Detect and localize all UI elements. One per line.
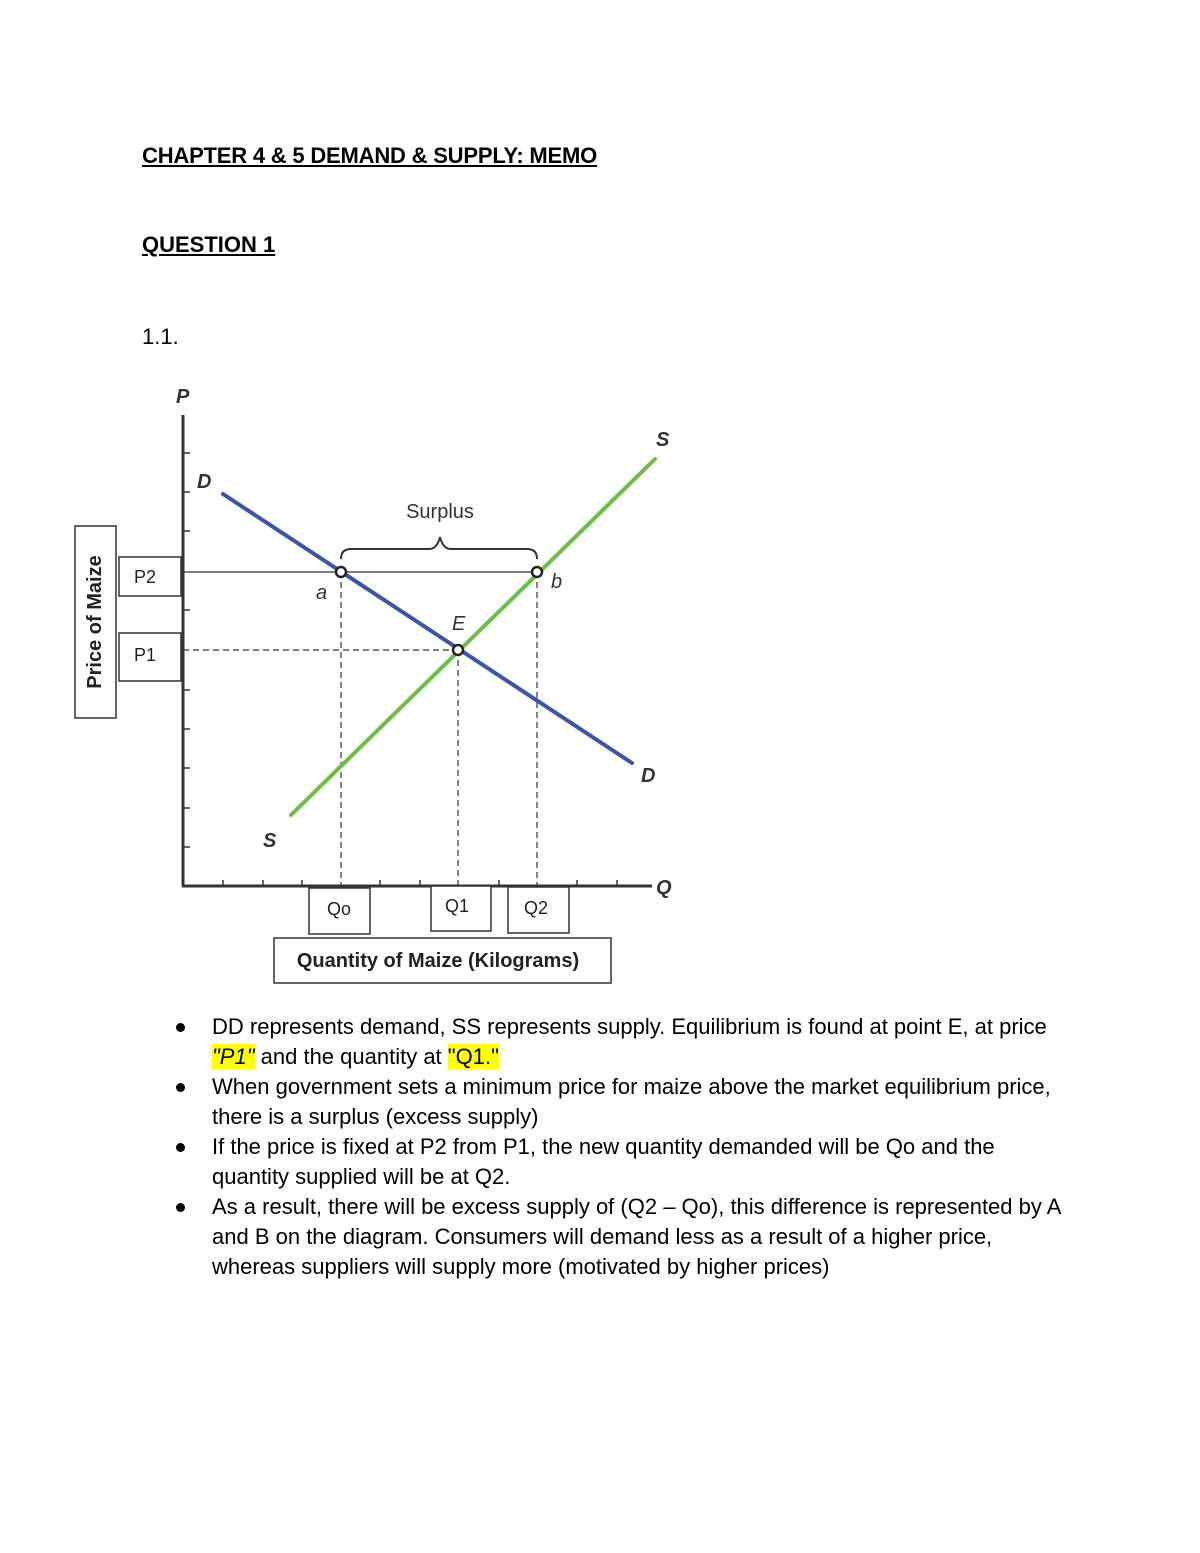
bullet-4-text: As a result, there will be excess supply of (Q2 – Qo), this difference is represented by A and B on the diagram. Consumers will demand less as a result of a higher price, whereas suppliers will supply more (motivated by higher prices) <box>212 1194 1061 1279</box>
point-b-marker <box>532 567 542 577</box>
bullet-2-text: When government sets a minimum price for maize above the market equilibrium price, there is a surplus (excess supply) <box>212 1074 1051 1129</box>
section-number: 1.1. <box>142 324 179 349</box>
point-a-marker <box>336 567 346 577</box>
bullet-item <box>170 1012 1070 1072</box>
bullet-item <box>170 1132 1070 1192</box>
supply-label-bottom: S <box>263 830 277 852</box>
bullet-1-text-cont: and the quantity at <box>254 1044 448 1069</box>
document-title: CHAPTER 4 & 5 DEMAND & SUPPLY: MEMO <box>142 143 598 168</box>
price-axis-letter: P <box>176 386 190 408</box>
supply-label-top: S <box>656 429 670 451</box>
question-heading: QUESTION 1 <box>142 232 276 257</box>
quantity-axis-letter: Q <box>656 877 672 899</box>
price-p1-label: P1 <box>134 645 157 665</box>
highlight-p1: "P1" <box>212 1044 255 1069</box>
highlight-q1: "Q1." <box>447 1044 499 1069</box>
qty-q0-label: Qo <box>326 899 352 919</box>
surplus-label: Surplus <box>406 501 474 523</box>
quantity-axis-title: Quantity of Maize (Kilograms) <box>296 950 580 972</box>
bullet-item <box>170 1072 1070 1132</box>
qty-q2-label: Q2 <box>523 898 549 918</box>
price-p2-label: P2 <box>134 567 157 587</box>
demand-label-top: D <box>197 471 212 493</box>
point-a-label: a <box>316 582 328 604</box>
memo-bullet-list <box>170 1012 1070 1282</box>
point-b-label: b <box>551 571 563 593</box>
equilibrium-point-marker <box>453 645 463 655</box>
qty-q1-label: Q1 <box>444 896 470 916</box>
bullet-3-text: If the price is fixed at P2 from P1, the new quantity demanded will be Qo and the quantity supplied will be at Q2. <box>212 1134 995 1189</box>
demand-label-bottom: D <box>641 765 656 787</box>
equilibrium-point-label: E <box>452 613 466 635</box>
bullet-item <box>170 1192 1070 1282</box>
bullet-1-text: DD represents demand, SS represents supply. Equilibrium is found at point E, at price <box>212 1014 1047 1039</box>
surplus-brace <box>341 537 537 559</box>
price-axis-title: Price of Maize <box>84 555 106 689</box>
demand-curve <box>223 494 632 763</box>
